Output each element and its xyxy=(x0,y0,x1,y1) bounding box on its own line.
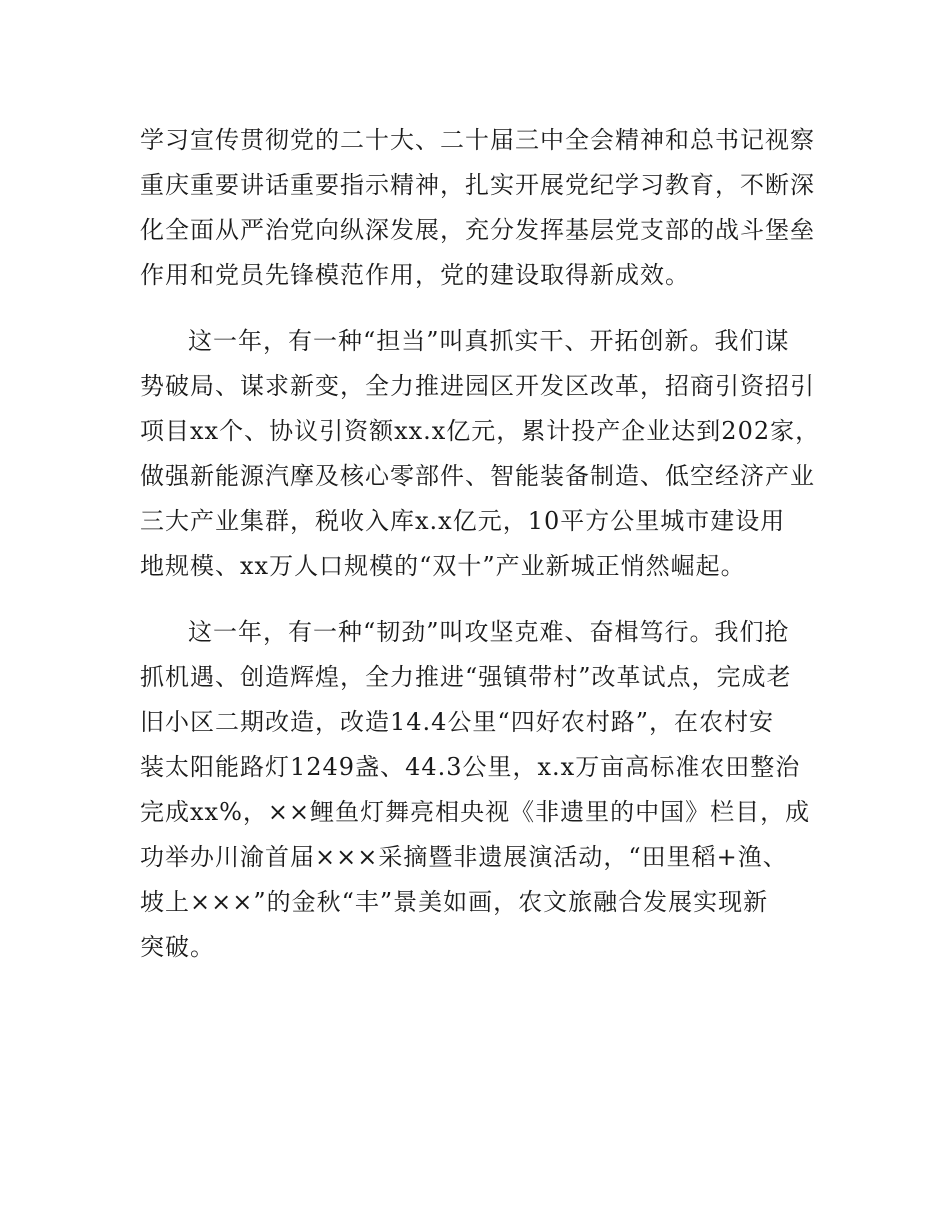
text-line: 坡上×××”的金秋“丰”景美如画，农文旅融合发展实现新 xyxy=(140,888,769,916)
text-line: 势破局、谋求新变，全力推进园区开发区改革，招商引资招引 xyxy=(140,372,815,400)
text-line: 功举办川渝首届×××采摘暨非遗展演活动，“田里稻+渔、 xyxy=(140,843,788,871)
text-line: 完成xx%，××鲤鱼灯舞亮相央视《非遗里的中国》栏目，成 xyxy=(140,798,811,826)
text-line: 地规模、xx万人口规模的“双十”产业新城正悄然崛起。 xyxy=(140,552,746,580)
text-line: 作用和党员先锋模范作用，党的建设取得新成效。 xyxy=(140,261,690,289)
paragraph-tenacity xyxy=(140,610,815,970)
paragraph-responsibility xyxy=(140,319,821,589)
text-line: 突破。 xyxy=(140,933,215,961)
text-line: 做强新能源汽摩及核心零部件、智能装备制造、低空经济产业 xyxy=(140,462,815,490)
document-body xyxy=(140,118,821,991)
text-line: 三大产业集群，税收入库x.x亿元，10平方公里城市建设用 xyxy=(140,507,786,535)
text-line: 学习宣传贯彻党的二十大、二十届三中全会精神和总书记视察 xyxy=(140,126,815,154)
text-line: 重庆重要讲话重要指示精神，扎实开展党纪学习教育，不断深 xyxy=(140,171,815,199)
text-line: 旧小区二期改造，改造14.4公里“四好农村路”，在农村安 xyxy=(140,708,774,736)
text-line: 化全面从严治党向纵深发展，充分发挥基层党支部的战斗堡垒 xyxy=(140,216,815,244)
text-line: 这一年，有一种“韧劲”叫攻坚克难、奋楫笃行。我们抢 xyxy=(188,618,790,646)
text-line: 抓机遇、创造辉煌，全力推进“强镇带村”改革试点，完成老 xyxy=(140,663,792,691)
text-line: 装太阳能路灯1249盏、44.3公里，x.x万亩高标准农田整治 xyxy=(140,753,801,781)
text-line: 这一年，有一种“担当”叫真抓实干、开拓创新。我们谋 xyxy=(188,327,790,355)
paragraph-party-building xyxy=(140,118,815,298)
text-line: 项目xx个、协议引资额xx.x亿元，累计投产企业达到202家， xyxy=(140,417,821,445)
